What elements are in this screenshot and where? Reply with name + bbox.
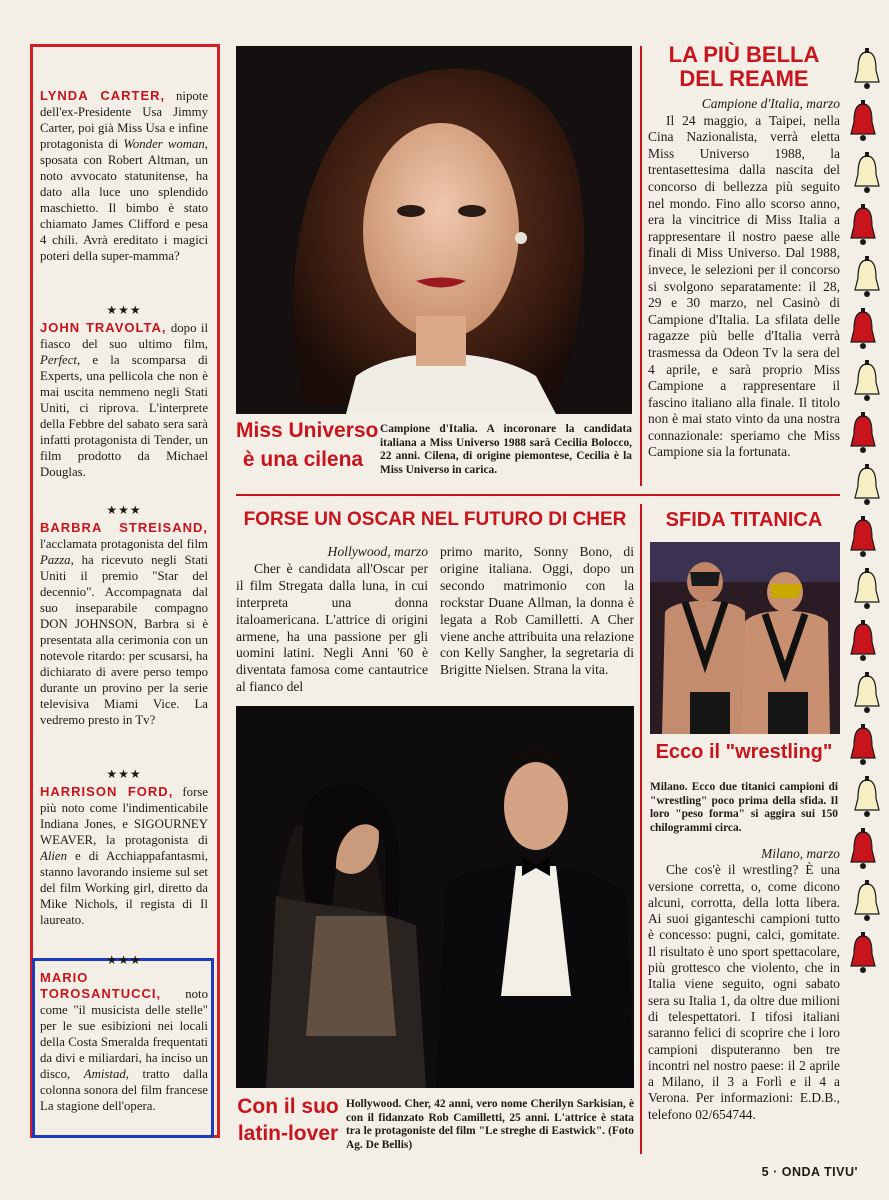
column-divider xyxy=(640,504,642,1154)
bell-decorations xyxy=(846,46,882,982)
cher-headline: FORSE UN OSCAR NEL FUTURO DI CHER xyxy=(243,509,627,530)
red-bell-icon xyxy=(848,410,878,462)
wrestlers-illustration xyxy=(650,542,840,734)
cher-photo xyxy=(236,706,634,1088)
sidebar-entry: BARBRA STREISAND, l'acclamata protagonista del film Pazza, ha ricevuto negli Stati Uniti il premio "Star del decennio". Accompagnata dal suo inseparabile compagno DON JOHNSON, Barbra si è presentata alla cerimonia con un notevole ritardo: per scusarsi, ha dichiarato di avere perso tempo durante un provino per la serie televisiva Miami Vice. La vedremo presto in Tv? xyxy=(40,520,208,727)
cher-caption: Hollywood. Cher, 42 anni, vero nome Cherilyn Sarkisian, è con il fidanzato Rob Camilletti, 25 anni. L'attrice è stata tra le protagoniste del film "Le streghe di Eastwick". (Foto Ag. De Bellis) xyxy=(346,1098,634,1151)
wrestling-photo xyxy=(650,542,840,734)
top-story xyxy=(648,44,840,461)
wrestling-photo-title: Ecco il "wrestling" xyxy=(655,741,833,763)
white-bell-icon xyxy=(852,670,882,722)
column-divider xyxy=(640,46,642,486)
separator-stars: ★★★ xyxy=(106,953,142,967)
miss-universo-title: Miss Universo è una cilena xyxy=(236,419,379,471)
dateline: Milano, marzo xyxy=(761,846,840,861)
top-story-headline-2: DEL REAME xyxy=(679,66,809,91)
article-body: Che cos'è il wrestling? È una versione corretta, o, come dicono alcuni, corrotta, della lotta libera. Ai suoi giganteschi campioni tutto è concesso: pugni, calci, gomitate. Il risultato è uno sport spettacolare, più grottesco che violento, che in Italia viene seguito, ogni sabato sera su Italia 1, da oltre due milioni di telespettatori. I tifosi italiani saranno felici di scoprire che i loro campioni disputeranno ben tre incontri nel nostro paese: il 2 aprile a Milano, il 3 a Forlì e il 4 a Verona. Per informazioni: E.D.B., telefono 02/654744. xyxy=(648,862,840,1122)
cher-body-col1 xyxy=(236,544,428,696)
white-bell-icon xyxy=(852,774,882,826)
sidebar-entry: JOHN TRAVOLTA, dopo il fiasco del suo ultimo film, Perfect, e la scomparsa di Experts, una pellicola che non è mai uscita nemmeno negli Stati Uniti, ci riprova. L'interprete della Febbre del sabato sera sarà infatti protagonista di Tender, un film prodotto da Michael Douglas. xyxy=(40,320,208,479)
section-divider xyxy=(236,494,840,496)
celebrity-name: LYNDA CARTER, xyxy=(40,88,166,103)
red-bell-icon xyxy=(848,930,878,982)
article-body: Cher è candidata all'Oscar per il film Stregata dalla luna, in cui interpreta una donna italoamericana. L'attrice di origini armene, ha una passione per gli uomini latini. Negli Anni '60 è diventata famosa come cantautrice al fianco del xyxy=(236,560,428,695)
cher-body-col2 xyxy=(440,544,634,679)
dateline: Campione d'Italia, marzo xyxy=(701,96,840,111)
bell-column xyxy=(846,46,882,1136)
red-bell-icon xyxy=(848,306,878,358)
miss-universo-photo xyxy=(236,46,632,414)
white-bell-icon xyxy=(852,358,882,410)
page-footer: 5 · ONDA TIVU' xyxy=(761,1165,858,1179)
celebrity-name: MARIO TOROSANTUCCI, xyxy=(40,970,162,1001)
separator-stars: ★★★ xyxy=(106,767,142,781)
white-bell-icon xyxy=(852,462,882,514)
celebrity-name: JOHN TRAVOLTA, xyxy=(40,320,167,335)
top-story-headline: LA PIÙ BELLA xyxy=(668,42,820,67)
red-bell-icon xyxy=(848,618,878,670)
miss-universo-caption: Campione d'Italia. A incoronare la candidata italiana a Miss Universo 1988 sarà Cecilia Bolocco, 22 anni. Cilena, di origine piemontese, Cecilia è la Miss Universo in carica. xyxy=(380,423,632,476)
article-body: primo marito, Sonny Bono, di origine italiana. Oggi, dopo un secondo matrimonio con la rockstar Duane Allman, la donna è legata a Rob Camilletti. A Cher viene anche attribuita una relazione con Kelly Sangher, la segretaria di Brigitte Nielsen. Strana la vita. xyxy=(440,544,634,678)
cher-photo-title: Con il suo latin-lover xyxy=(237,1095,339,1145)
wrestling-caption: Milano. Ecco due titanici campioni di "wrestling" poco prima della sfida. Il loro "peso forma" si aggira sui 150 chilogrammi circa. xyxy=(650,781,838,834)
sidebar-entry: HARRISON FORD, forse più noto come l'indimenticabile Indiana Jones, e SIGOURNEY WEAVER, la protagonista di Alien e di Acchiappafantasmi, stanno lavorando insieme sul set del film Working girl, diretto da Mike Nichols, il regista di Il laureato. xyxy=(40,784,208,927)
red-bell-icon xyxy=(848,98,878,150)
separator-stars: ★★★ xyxy=(106,503,142,517)
white-bell-icon xyxy=(852,878,882,930)
gossip-sidebar xyxy=(40,88,208,1132)
separator-stars: ★★★ xyxy=(106,303,142,317)
couple-illustration xyxy=(236,706,634,1088)
white-bell-icon xyxy=(852,254,882,306)
red-bell-icon xyxy=(848,826,878,878)
white-bell-icon xyxy=(852,566,882,618)
sidebar-entry: LYNDA CARTER, nipote dell'ex-Presidente Usa Jimmy Carter, poi già Miss Usa e infine protagonista di Wonder woman, sposata con Robert Altman, un noto avvocato statunitense, ha dato alla luce uno splendido maschietto. Il bimbo è stato chiamato James Clifford e pesa 4 chili. Avrà ereditato i magici poteri della super-mamma? xyxy=(40,88,208,263)
sidebar-entry: MARIO TOROSANTUCCI, noto come "il musicista delle stelle" per le sue esibizioni nei locali della Costa Smeralda frequentati da divi e miliardari, ha inciso un disco, Amistad, tratto dalla colonna sonora del film francese La stagione dell'opera. xyxy=(40,970,208,1113)
white-bell-icon xyxy=(852,46,882,98)
red-bell-icon xyxy=(848,514,878,566)
portrait-illustration xyxy=(236,46,632,414)
celebrity-name: BARBRA STREISAND, xyxy=(40,520,208,535)
wrestling-headline: SFIDA TITANICA xyxy=(665,509,823,531)
celebrity-name: HARRISON FORD, xyxy=(40,784,174,799)
dateline: Hollywood, marzo xyxy=(327,544,428,559)
white-bell-icon xyxy=(852,150,882,202)
wrestling-body xyxy=(648,846,840,1123)
article-body: Il 24 maggio, a Taipei, nella Cina Nazionalista, verrà eletta Miss Universo 1988, la trentasettesima dalla nascita del concorso di bellezza più seguito nel mondo. Fino allo scorso anno, era la vincitrice di Miss Italia a rappresentare il nostro paese alle finali di Miss Universo. Dal 1988, invece, le selezioni per il concorso si svolgono separatamente: il 28, 29 e 30 marzo, nel Casinò di Campione d'Italia. La sfilata delle ragazze più belle d'Italia verrà trasmessa da Odeon Tv la sera del 4 aprile, e sarà proprio Miss Campione a rappresentare il fascino italiano alla finale. Il titolo non è mai stato vinto da una nostra connazionale: speriamo che Miss Campione sia la fortunata. xyxy=(648,112,840,460)
red-bell-icon xyxy=(848,202,878,254)
red-bell-icon xyxy=(848,722,878,774)
